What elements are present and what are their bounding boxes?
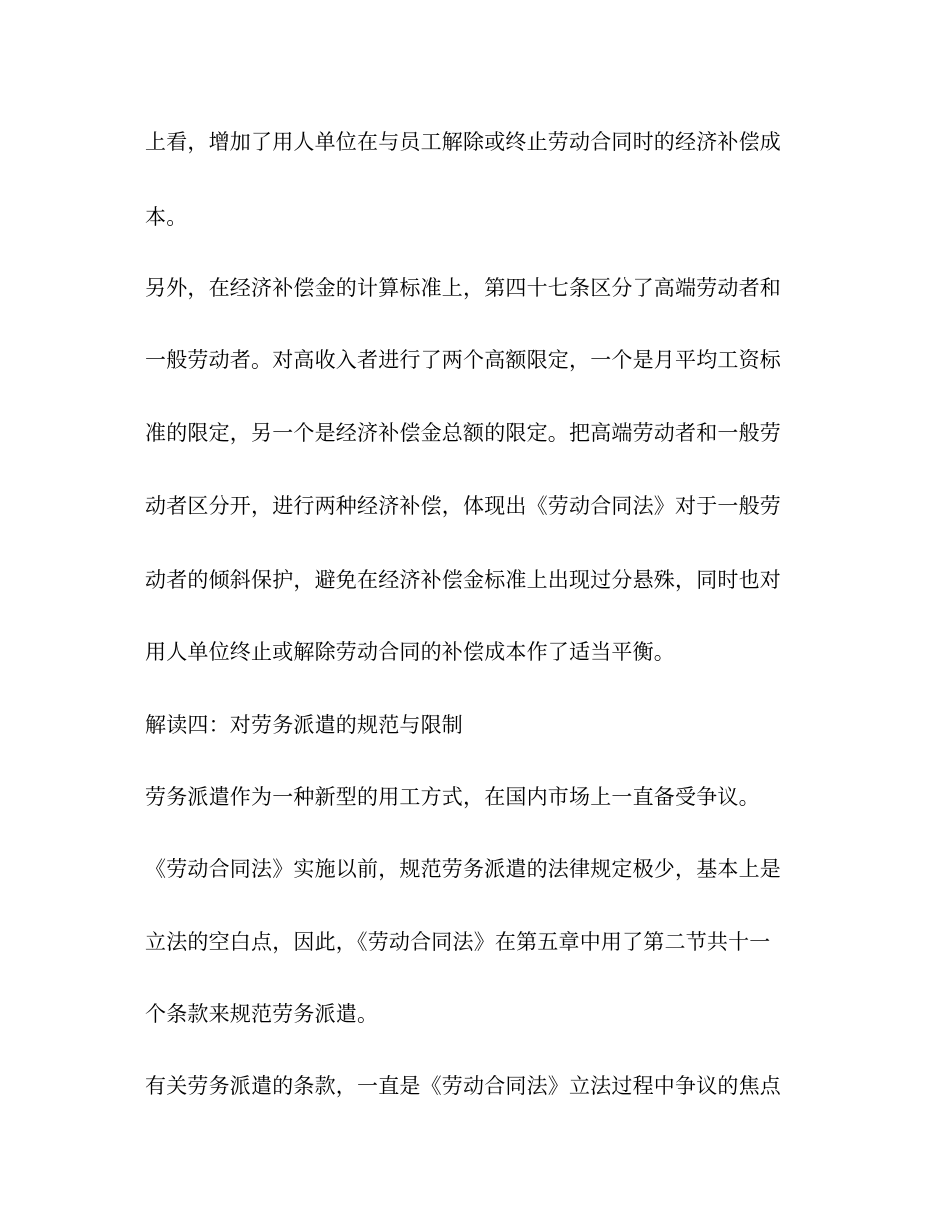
body-text-line: 用人单位终止或解除劳动合同的补偿成本作了适当平衡。: [145, 640, 675, 664]
body-text-line: 《劳动合同法》实施以前，规范劳务派遣的法律规定极少，基本上是: [145, 857, 781, 881]
body-text-line: 动者区分开，进行两种经济补偿，体现出《劳动合同法》对于一般劳: [145, 494, 781, 518]
section-heading: 解读四：对劳务派遣的规范与限制: [145, 713, 463, 737]
body-text-line: 个条款来规范劳务派遣。: [145, 1002, 379, 1026]
body-text-line: 立法的空白点，因此，《劳动合同法》在第五章中用了第二节共十一: [145, 930, 771, 954]
body-text-line: 上看，增加了用人单位在与员工解除或终止劳动合同时的经济补偿成: [145, 130, 781, 154]
body-text-line: 有关劳务派遣的条款，一直是《劳动合同法》立法过程中争议的焦点: [145, 1074, 781, 1098]
body-text-line: 劳务派遣作为一种新型的用工方式，在国内市场上一直备受争议。: [145, 785, 760, 809]
body-text-line: 准的限定，另一个是经济补偿金总额的限定。把高端劳动者和一般劳: [145, 421, 781, 445]
body-text-line: 一般劳动者。对高收入者进行了两个高额限定，一个是月平均工资标: [145, 348, 781, 372]
body-text-line: 另外，在经济补偿金的计算标准上，第四十七条区分了高端劳动者和: [145, 276, 781, 300]
body-text-line: 本。: [145, 205, 188, 229]
body-text-line: 动者的倾斜保护，避免在经济补偿金标准上出现过分悬殊，同时也对: [145, 568, 781, 592]
